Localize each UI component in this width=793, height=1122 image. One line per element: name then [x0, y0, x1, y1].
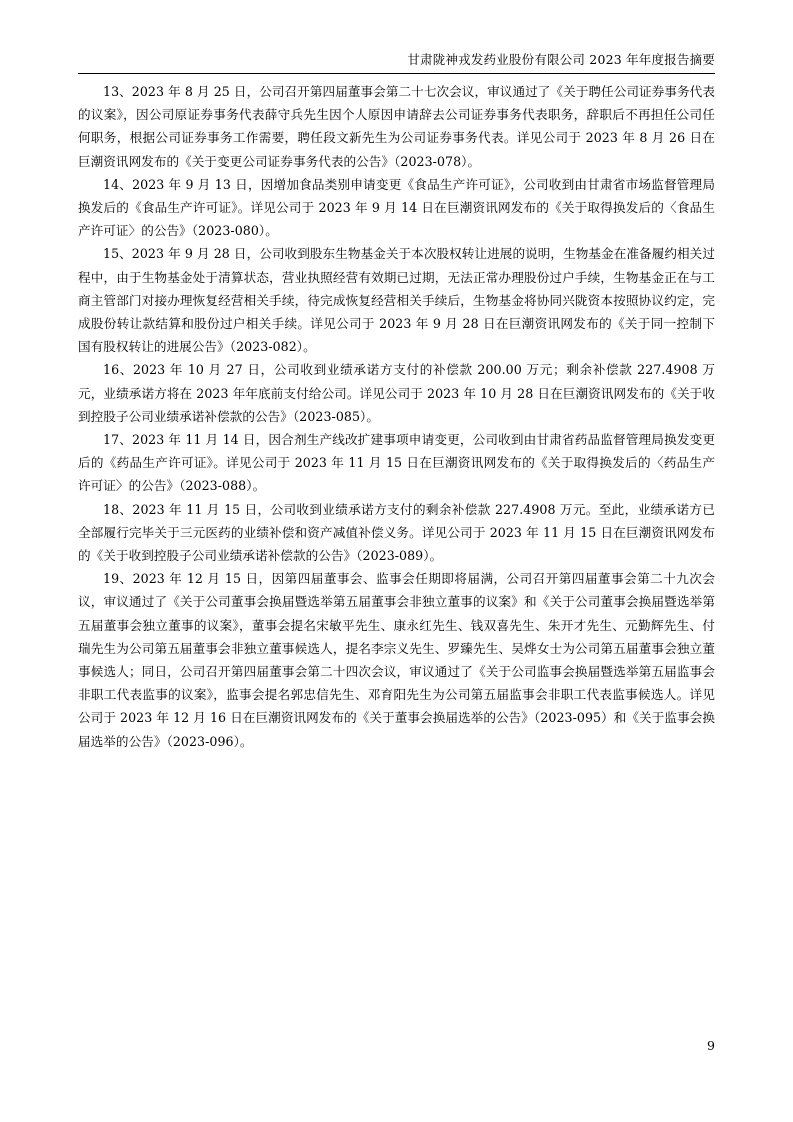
- header-divider: [78, 73, 715, 74]
- paragraph: 16、2023 年 10 月 27 日，公司收到业绩承诺方支付的补偿款 200.00 万元；剩余补偿款 227.4908 万元，业绩承诺方将在 2023 年年底前支付给公司。详见公司于 2023 年 10 月 28 日在巨潮资讯网发布的《关于收到控股子公司业绩承诺补偿款的公告》（2023-085）。: [78, 362, 715, 424]
- paragraph: 18、2023 年 11 月 15 日，公司收到业绩承诺方支付的剩余补偿款 227.4908 万元。至此，业绩承诺方已全部履行完毕关于三元医药的业绩补偿和资产减值补偿义务。详见公司于 2023 年 11 月 15 日在巨潮资讯网发布的《关于收到控股子公司业绩承诺补偿款的公告》（2023-089）。: [78, 501, 715, 564]
- document-body: [78, 80, 715, 753]
- paragraph: 14、2023 年 9 月 13 日，因增加食品类别申请变更《食品生产许可证》，公司收到由甘肃省市场监督管理局换发后的《食品生产许可证》。详见公司于 2023 年 9 月 14 日在巨潮资讯网发布的《关于取得换发后的〈食品生产许可证〉的公告》（2023-080）。: [78, 176, 715, 239]
- paragraph: 13、2023 年 8 月 25 日，公司召开第四届董事会第二十七次会议，审议通过了《关于聘任公司证券事务代表的议案》，因公司原证券事务代表薛守兵先生因个人原因申请辞去公司证券事务代表职务，辞职后不再担任公司任何职务，根据公司证券事务工作需要，聘任段文新先生为公司证券事务代表。详见公司于 2023 年 8 月 26 日在巨潮资讯网发布的《关于变更公司证券事务代表的公告》（2023-078）。: [78, 84, 715, 169]
- paragraph: 15、2023 年 9 月 28 日，公司收到股东生物基金关于本次股权转让进展的说明，生物基金在准备履约相关过程中，由于生物基金处于清算状态，营业执照经营有效期已过期，无法正常办理股份过户手续，生物基金正在与工商主管部门对接办理恢复经营相关手续，待完成恢复经营相关手续后，生物基金将协同兴陇资本按照协议约定，完成股份转让款结算和股份过户相关手续。详见公司于 2023 年 9 月 28 日在巨潮资讯网发布的《关于同一控制下国有股权转让的进展公告》（2023-082）。: [78, 246, 715, 355]
- paragraph: 17、2023 年 11 月 14 日，因合剂生产线改扩建事项申请变更，公司收到由甘肃省药品监督管理局换发变更后的《药品生产许可证》。详见公司于 2023 年 11 月 15 日在巨潮资讯网发布的《关于取得换发后的〈药品生产许可证〉的公告》（2023-088）。: [78, 432, 715, 494]
- page-header: 甘肃陇神戎发药业股份有限公司 2023 年年度报告摘要: [407, 52, 715, 67]
- paragraph: 19、2023 年 12 月 15 日，因第四届董事会、监事会任期即将届满，公司召开第四届董事会第二十九次会议，审议通过了《关于公司董事会换届暨选举第五届董事会非独立董事的议案》和《关于公司董事会换届暨选举第五届董事会独立董事的议案》，董事会提名宋敏平先生、康永红先生、钱双喜先生、朱开才先生、元勤辉先生、付瑞先生为公司第五届董事会非独立董事候选人，提名李宗义先生、罗臻先生、吴烨女士为公司第五届董事会独立董事候选人；同日，公司召开第四届董事会第二十四次会议，审议通过了《关于公司监事会换届暨选举第五届监事会非职工代表监事的议案》，监事会提名郭忠信先生、邓育阳先生为公司第五届监事会非职工代表监事候选人。详见公司于 2023 年 12 月 16 日在巨潮资讯网发布的《关于董事会换届选举的公告》（2023-095）和《关于监事会换届选举的公告》（2023-096）。: [78, 571, 715, 749]
- page-number: 9: [707, 1038, 715, 1053]
